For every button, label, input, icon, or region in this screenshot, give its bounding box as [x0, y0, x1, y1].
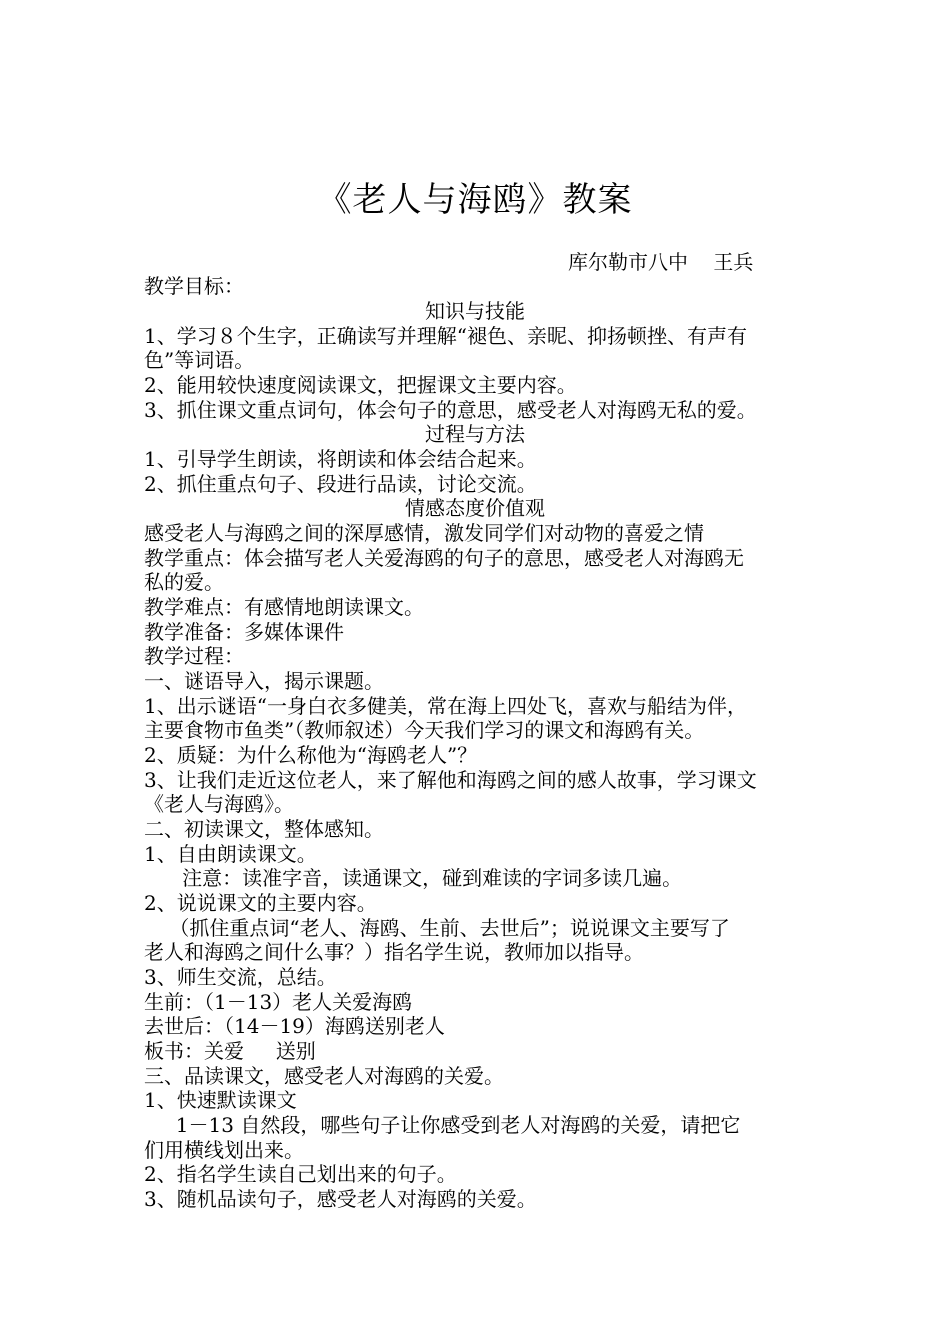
section-heading: 情感态度价值观: [405, 496, 545, 520]
text-line: 教学准备：多媒体课件: [144, 620, 344, 644]
text-line: 1、出示谜语“一身白衣多健美，常在海上四处飞，喜欢与船结为伴，: [144, 694, 747, 718]
text-line: 老人和海鸥之间什么事？）指名学生说，教师加以指导。: [144, 940, 644, 964]
text-line: 色”等词语。: [144, 348, 255, 372]
text-line: 教学目标：: [144, 274, 244, 298]
text-line: 2、指名学生读自己划出来的句子。: [144, 1162, 457, 1186]
text-line: 3、师生交流，总结。: [144, 965, 337, 989]
text-line: 三、品读课文，感受老人对海鸥的关爱。: [144, 1064, 504, 1088]
text-line: 2、质疑：为什么称他为“海鸥老人”？: [144, 743, 478, 767]
text-line: 生前：（1－13）老人关爱海鸥: [144, 990, 413, 1014]
text-line: 板书：关爱 送别: [144, 1039, 316, 1063]
text-line: 教学难点：有感情地朗读课文。: [144, 595, 424, 619]
text-line: 1－13 自然段，哪些句子让你感受到老人对海鸥的关爱，请把它: [144, 1113, 741, 1137]
text-line: 1、快速默读课文: [144, 1088, 297, 1112]
text-line: 私的爱。: [144, 570, 224, 594]
text-line: 教学过程：: [144, 644, 244, 668]
text-line: 3、抓住课文重点词句，体会句子的意思，感受老人对海鸥无私的爱。: [144, 398, 757, 422]
text-line: 感受老人与海鸥之间的深厚感情，激发同学们对动物的喜爱之情: [144, 521, 704, 545]
text-line: 1、引导学生朗读，将朗读和体会结合起来。: [144, 447, 537, 471]
document-title: 《老人与海鸥》教案: [317, 180, 633, 220]
author-line: 库尔勒市八中 王兵: [568, 250, 754, 274]
section-heading: 知识与技能: [425, 299, 525, 323]
text-line: 去世后：（14－19）海鸥送别老人: [144, 1014, 445, 1038]
text-line: 1、学习８个生字，正确读写并理解“褪色、亲昵、抑扬顿挫、有声有: [144, 324, 747, 348]
text-line: 3、让我们走近这位老人，来了解他和海鸥之间的感人故事，学习课文: [144, 768, 757, 792]
text-line: 2、能用较快速度阅读课文，把握课文主要内容。: [144, 373, 577, 397]
text-line: 2、抓住重点句子、段进行品读，讨论交流。: [144, 472, 537, 496]
text-line: 一、谜语导入，揭示课题。: [144, 669, 384, 693]
text-line: 主要食物市鱼类”（教师叙述）今天我们学习的课文和海鸥有关。: [144, 718, 705, 742]
text-line: 二、初读课文，整体感知。: [144, 817, 384, 841]
text-line: 注意：读准字音，读通课文，碰到难读的字词多读几遍。: [144, 866, 683, 890]
text-line: 教学重点：体会描写老人关爱海鸥的句子的意思，感受老人对海鸥无: [144, 546, 744, 570]
text-line: 1、自由朗读课文。: [144, 842, 317, 866]
text-line: （抓住重点词“老人、海鸥、生前、去世后”；说说课文主要写了: [144, 916, 730, 940]
text-line: 2、说说课文的主要内容。: [144, 891, 377, 915]
section-heading: 过程与方法: [425, 422, 525, 446]
text-line: 3、随机品读句子，感受老人对海鸥的关爱。: [144, 1187, 537, 1211]
text-line: 们用横线划出来。: [144, 1138, 304, 1162]
text-line: 《老人与海鸥》。: [144, 792, 294, 816]
